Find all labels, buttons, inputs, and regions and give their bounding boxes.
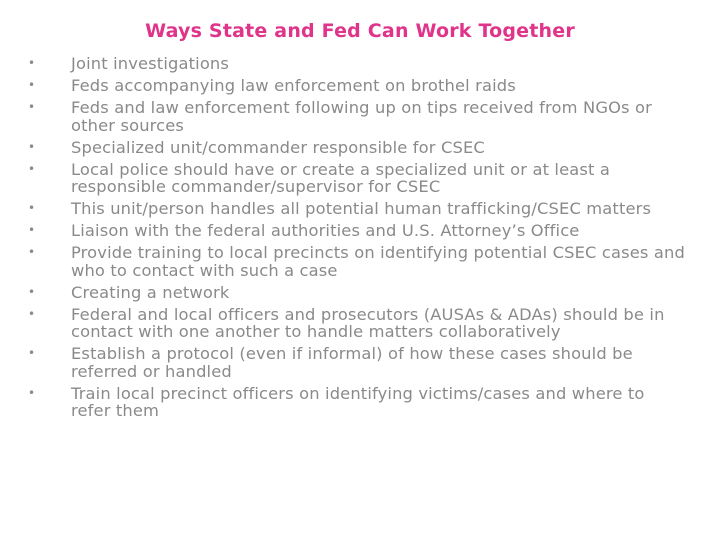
bullet-dot-icon: • <box>28 201 36 216</box>
bullet-text: Specialized unit/commander responsible for CSEC <box>71 137 485 157</box>
bullet-item <box>28 139 688 157</box>
bullet-item <box>28 99 688 134</box>
bullet-text: Establish a protocol (even if informal) of how these cases should be referred or handled <box>71 344 633 381</box>
bullet-dot-icon: • <box>28 284 36 299</box>
bullet-dot-icon: • <box>28 139 36 154</box>
bullet-dot-icon: • <box>28 161 36 176</box>
bullet-dot-icon: • <box>28 245 36 260</box>
bullet-text: Train local precinct officers on identifying victims/cases and where to refer them <box>71 383 645 421</box>
bullet-item <box>28 55 688 73</box>
bullet-dot-icon: • <box>28 223 36 238</box>
bullet-list <box>28 55 688 424</box>
slide-title: Ways State and Fed Can Work Together <box>145 20 575 42</box>
bullet-text: Federal and local officers and prosecutors (AUSAs & ADAs) should be in contact with one another to handle matters collaboratively <box>71 304 665 342</box>
bullet-dot-icon: • <box>28 56 36 70</box>
bullet-item <box>28 222 688 240</box>
bullet-dot-icon: • <box>28 306 36 321</box>
bullet-text: Feds accompanying law enforcement on brothel raids <box>71 75 516 95</box>
bullet-dot-icon: • <box>28 385 36 400</box>
bullet-text: Joint investigations <box>71 54 230 73</box>
bullet-item <box>28 161 688 196</box>
bullet-text: Local police should have or create a specialized unit or at least a responsible commander/supervisor for CSEC <box>71 159 611 197</box>
bullet-text: Liaison with the federal authorities and U.S. Attorney’s Office <box>71 221 580 241</box>
bullet-item <box>28 244 688 279</box>
bullet-item <box>28 345 688 380</box>
bullet-dot-icon: • <box>28 346 36 361</box>
bullet-text: Feds and law enforcement following up on tips received from NGOs or other sources <box>71 97 652 135</box>
bullet-item <box>28 77 688 95</box>
bullet-text: Provide training to local precincts on identifying potential CSEC cases and who to contact with such a case <box>71 243 685 280</box>
bullet-item <box>28 200 688 218</box>
bullet-item <box>28 284 688 302</box>
bullet-text: Creating a network <box>71 282 230 302</box>
bullet-item <box>28 306 688 341</box>
bullet-dot-icon: • <box>28 77 36 92</box>
bullet-text: This unit/person handles all potential human trafficking/CSEC matters <box>71 199 652 219</box>
bullet-dot-icon: • <box>28 99 36 114</box>
bullet-item <box>28 385 688 420</box>
